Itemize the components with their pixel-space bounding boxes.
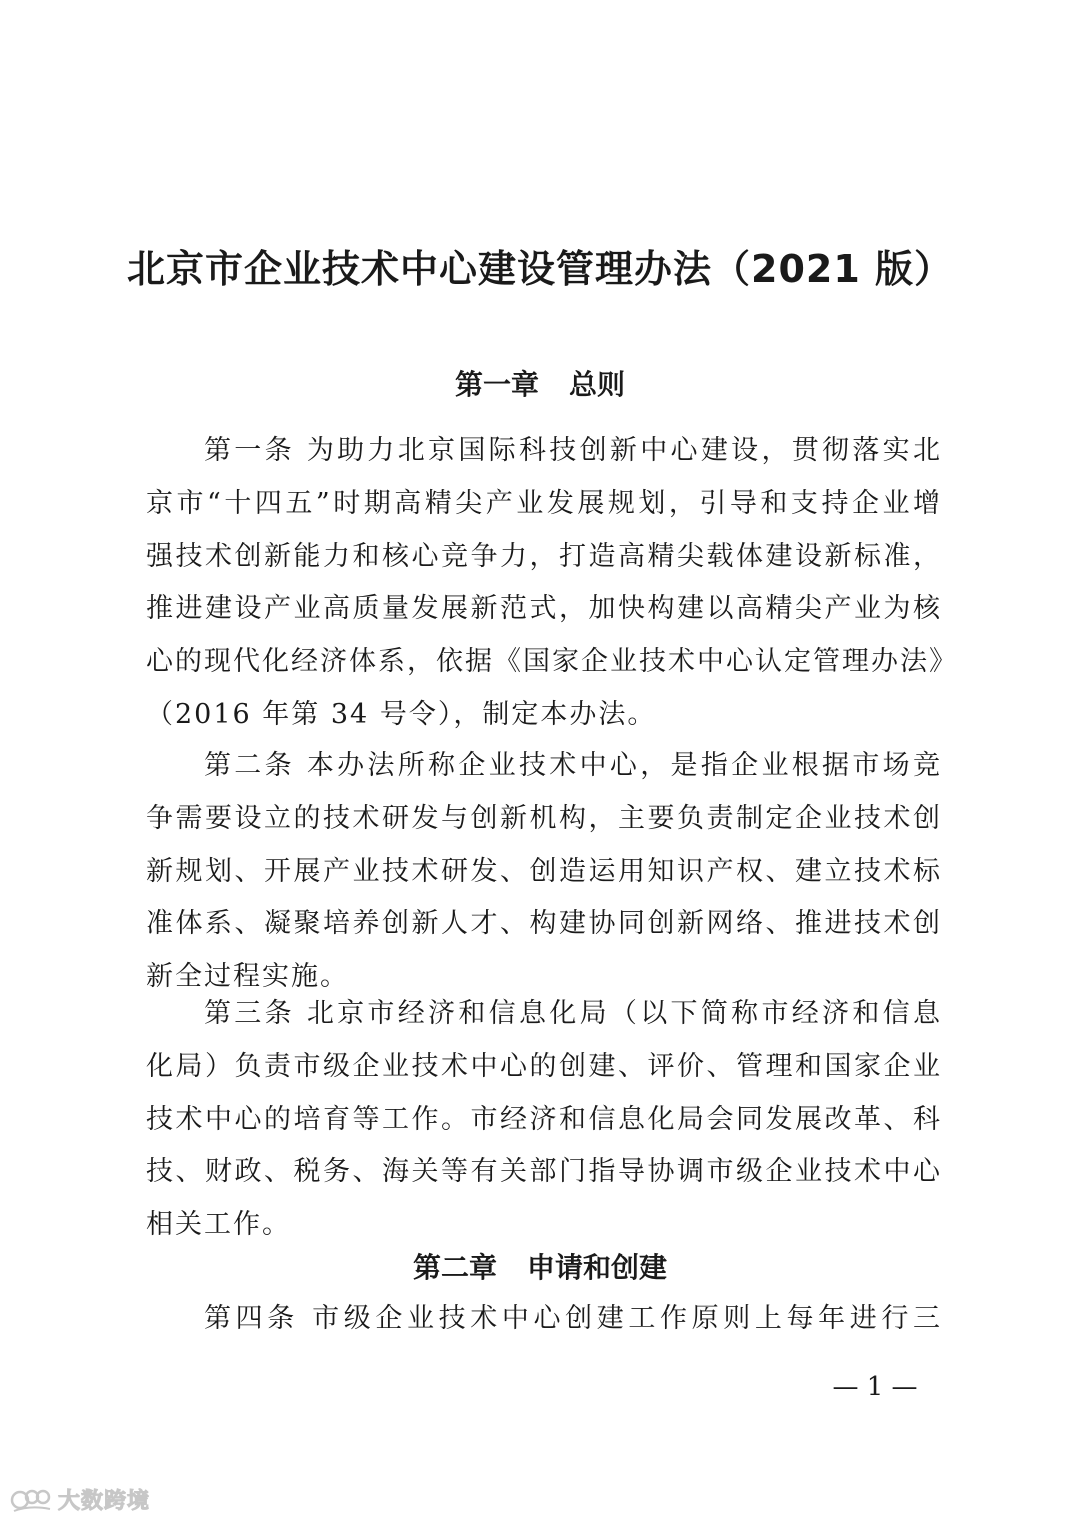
text-line: 第一条 为助力北京国际科技创新中心建设，贯彻落实北 [204,435,942,466]
text-line: 新全过程实施。 [146,961,349,993]
text-line: 相关工作。 [146,1209,291,1241]
text-line: 心的现代化经济体系，依据《国家企业技术中心认定管理办法》 [146,646,958,678]
article-3 [146,988,942,1252]
article-4 [146,1293,942,1346]
text-line: 化局）负责市级企业技术中心的创建、评价、管理和国家企业 [146,1050,942,1082]
document-title: 北京市企业技术中心建设管理办法（2021 版） [127,247,953,291]
page-number: — 1 — [832,1372,918,1402]
text-line: 技术中心的培育等工作。市经济和信息化局会同发展改革、科 [146,1103,942,1135]
text-line: 技、财政、税务、海关等有关部门指导协调市级企业技术中心 [146,1156,942,1188]
chapter-heading-2 [0,1246,1080,1286]
chapter-name: 总则 [569,368,626,401]
chapter-number: 第一章 [454,368,539,401]
text-line: 准体系、凝聚培养创新人才、构建协同创新网络、推进技术创 [146,908,942,940]
chapter-heading-1 [0,363,1080,403]
text-line: 强技术创新能力和核心竞争力，打造高精尖载体建设新标准， [146,540,942,572]
watermark-text: 大数跨境 [58,1489,151,1514]
text-line: （2016 年第 34 号令），制定本办法。 [146,698,657,730]
watermark [10,1484,150,1515]
chapter-number: 第二章 [412,1251,497,1284]
article-1 [146,425,958,742]
text-line: 第三条 北京市经济和信息化局（以下简称市经济和信息 [204,998,942,1029]
text-line: 第四条 市级企业技术中心创建工作原则上每年进行三 [204,1303,942,1334]
text-line: 争需要设立的技术研发与创新机构，主要负责制定企业技术创 [146,802,942,834]
logo-mark-icon [10,1485,54,1515]
text-line: 京市“十四五”时期高精尖产业发展规划，引导和支持企业增 [146,487,942,519]
text-line: 第二条 本办法所称企业技术中心，是指企业根据市场竞 [204,750,942,781]
text-line: 推进建设产业高质量发展新范式，加快构建以高精尖产业为核 [146,593,942,625]
article-2 [146,740,942,1004]
chapter-name: 申请和创建 [527,1251,668,1284]
text-line: 新规划、开展产业技术研发、创造运用知识产权、建立技术标 [146,855,942,887]
